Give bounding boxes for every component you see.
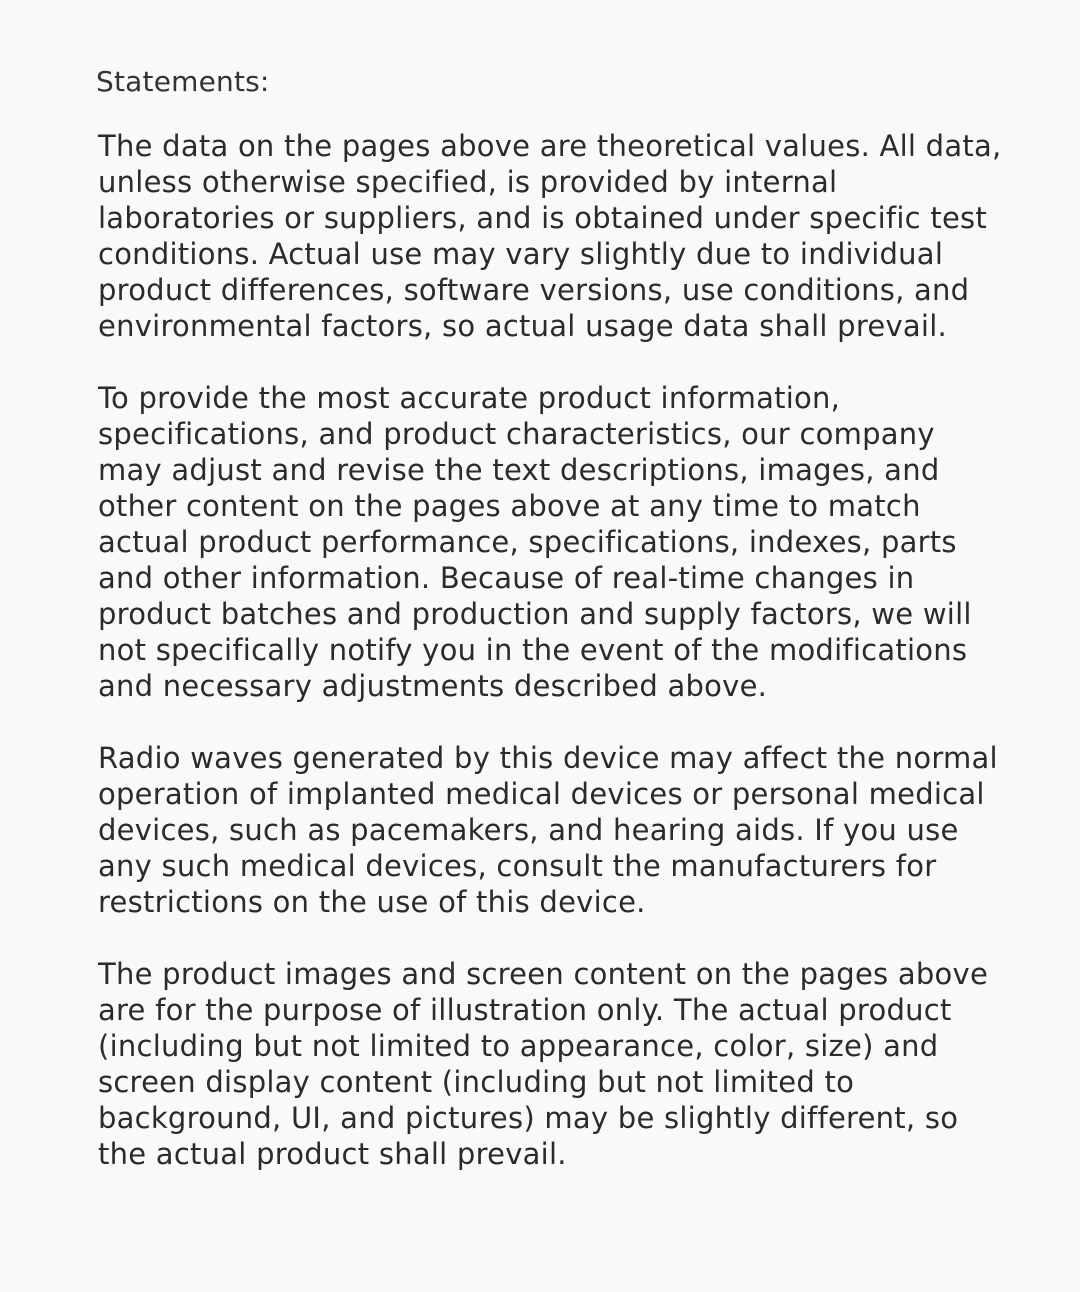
statement-line: devices, such as pacemakers, and hearing aids. If you use [98,813,959,847]
statement-line: other content on the pages above at any time to match [98,489,921,523]
statements-heading: Statements: [96,65,270,98]
statement-line: unless otherwise specified, is provided by internal [98,165,838,199]
statement-line: (including but not limited to appearance, color, size) and [98,1029,939,1063]
statement-line: are for the purpose of illustration only. The actual product [98,993,952,1027]
statement-line: actual product performance, specifications, indexes, parts [98,525,957,559]
statement-line: and necessary adjustments described above. [98,669,768,703]
statement-data-values [98,128,1001,344]
statement-line: background, UI, and pictures) may be slightly different, so [98,1101,959,1135]
statement-line: laboratories or suppliers, and is obtained under specific test [98,201,988,235]
statement-line: and other information. Because of real-time changes in [98,561,915,595]
statement-line: not specifically notify you in the event of the modifications [98,633,968,667]
statement-line: product differences, software versions, use conditions, and [98,273,970,307]
statement-line: The data on the pages above are theoretical values. All data, [98,129,1002,163]
statement-line: product batches and production and supply factors, we will [98,597,972,631]
statement-line: any such medical devices, consult the manufacturers for [98,849,937,883]
statement-line: screen display content (including but not limited to [98,1065,855,1099]
statement-line: restrictions on the use of this device. [98,885,646,919]
statement-line: The product images and screen content on the pages above [98,957,989,991]
statement-line: Radio waves generated by this device may affect the normal [98,741,998,775]
statement-line: may adjust and revise the text descriptions, images, and [98,453,940,487]
statement-line: specifications, and product characteristics, our company [98,417,935,451]
statement-radio-waves [98,740,998,920]
statement-line: operation of implanted medical devices or personal medical [98,777,985,811]
statement-line: conditions. Actual use may vary slightly due to individual [98,237,944,271]
statement-line: environmental factors, so actual usage data shall prevail. [98,309,947,343]
statement-line: the actual product shall prevail. [98,1137,567,1171]
statement-line: To provide the most accurate product information, [98,381,841,415]
statement-illustration [98,956,988,1172]
statement-content-revision [98,380,972,704]
